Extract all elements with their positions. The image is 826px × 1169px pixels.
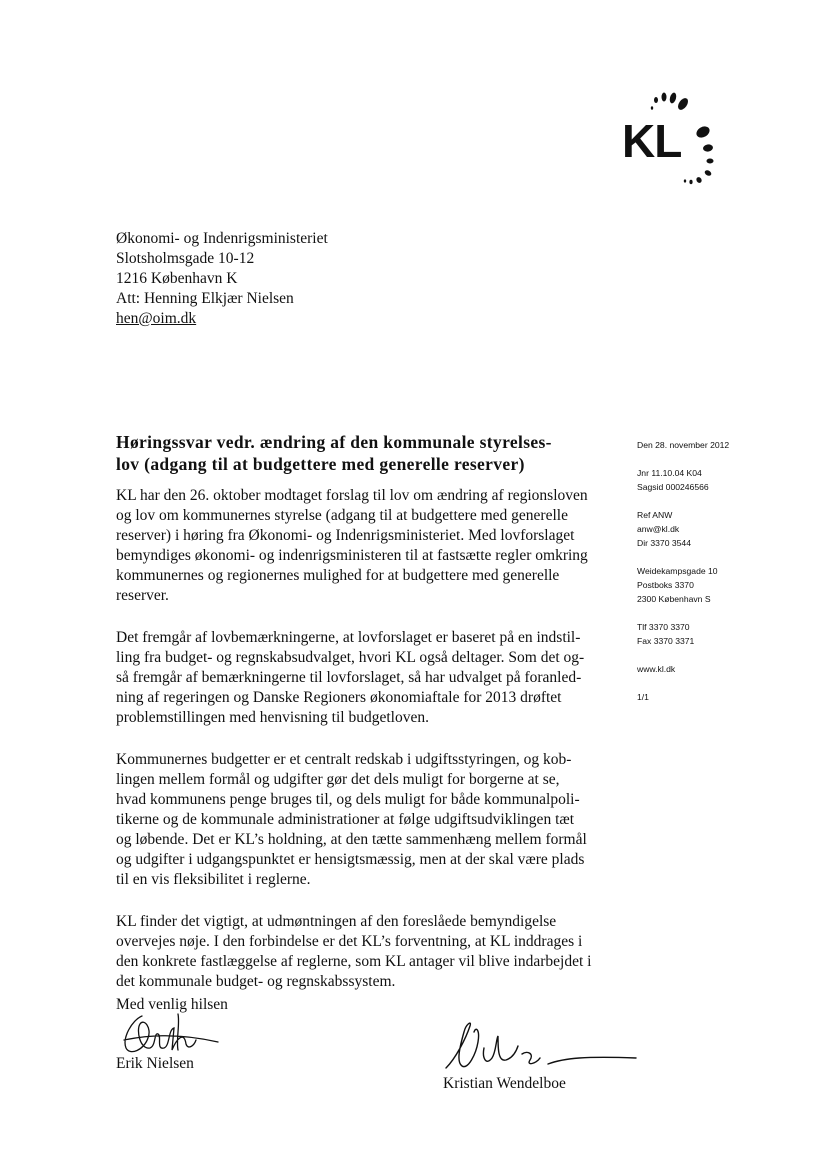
sidebar-direct-phone: Dir 3370 3544: [637, 538, 691, 548]
signatory-2-name: Kristian Wendelboe: [443, 1075, 566, 1092]
headline-line: lov (adgang til at budgettere med generelle reserver): [116, 454, 525, 474]
body-line: Kommunernes budgetter er et centralt redskab i udgiftsstyringen, og kob-: [116, 751, 572, 768]
recipient-line: Slotsholmsgade 10-12: [116, 250, 255, 267]
sidebar-reference: Ref ANW: [637, 510, 673, 520]
body-line: og lov om kommunernes styrelse (adgang til at budgettere med generelle: [116, 507, 568, 524]
sidebar-po-box: Postboks 3370: [637, 580, 694, 590]
recipient-line: 1216 København K: [116, 270, 238, 287]
body-line: problemstillingen med henvisning til budgetloven.: [116, 709, 429, 726]
sidebar-street: Weidekampsgade 10: [637, 566, 718, 576]
paragraph: [116, 750, 616, 890]
paragraph: [116, 486, 616, 606]
paragraph: [116, 912, 616, 992]
sidebar-fax: Fax 3370 3371: [637, 636, 695, 646]
body-line: reserver.: [116, 587, 169, 604]
body-line: bemyndiges økonomi- og indenrigsministeren til at fastsætte regler omkring: [116, 547, 588, 564]
body-line: KL har den 26. oktober modtaget forslag til lov om ændring af regionsloven: [116, 487, 588, 504]
paragraph: [116, 628, 616, 728]
body-line: og udgifter i udgangspunktet er hensigtsmæssig, men at der skal være plads: [116, 851, 585, 868]
sidebar-email-link[interactable]: anw@kl.dk: [637, 524, 680, 534]
body-line: overvejes nøje. I den forbindelse er det KL’s forventning, at KL inddrages i: [116, 933, 583, 950]
body-line: til en vis fleksibilitet i reglerne.: [116, 871, 311, 888]
logo-text: KL: [622, 115, 682, 167]
body-line: Det fremgår af lovbemærkningerne, at lovforslaget er baseret på en indstil-: [116, 629, 581, 646]
closing-greeting: Med venlig hilsen: [116, 996, 228, 1013]
recipient-address: [116, 229, 328, 329]
body-line: ling fra budget- og regnskabsudvalget, hvori KL også deltager. Som det og-: [116, 649, 585, 666]
sidebar-page-count: 1/1: [637, 692, 649, 702]
body-line: KL finder det vigtigt, at udmøntningen af den foreslåede bemyndigelse: [116, 913, 557, 930]
body-line: den konkrete fastlæggelse af reglerne, som KL antager vil blive indarbejdet i: [116, 953, 592, 970]
body-line: kommunernes og regionernes mulighed for at budgettere med generelle: [116, 567, 560, 584]
body-line: ning af regeringen og Danske Regioners økonomiaftale for 2013 drøftet: [116, 689, 562, 706]
sidebar-website-link[interactable]: www.kl.dk: [637, 664, 676, 674]
body-line: hvad kommunens penge bruges til, og dels muligt for både kommunalpoli-: [116, 791, 580, 808]
body-line: lingen mellem formål og udgifter gør det dels muligt for borgerne at se,: [116, 771, 560, 788]
body-line: og løbende. Det er KL’s holdning, at den tætte sammenhæng mellem formål: [116, 831, 587, 848]
recipient-line: Att: Henning Elkjær Nielsen: [116, 290, 294, 307]
recipient-email-link[interactable]: hen@oim.dk: [116, 310, 197, 327]
kl-logo: [618, 90, 728, 190]
signature-erik-nielsen: [114, 1010, 224, 1060]
body-line: så fremgår af bemærkningerne til lovforslaget, så har udvalget på foranled-: [116, 669, 582, 686]
sidebar-journal-number: Jnr 11.10.04 K04: [637, 468, 702, 478]
signatory-1-name: Erik Nielsen: [116, 1055, 194, 1072]
body-line: det kommunale budget- og regnskabssystem.: [116, 973, 396, 990]
headline-line: Høringssvar vedr. ændring af den kommunale styrelses-: [116, 432, 552, 452]
letter-body: [116, 486, 616, 1014]
letter-headline: [116, 431, 606, 475]
sidebar-phone: Tlf 3370 3370: [637, 622, 690, 632]
letter-sidebar: [637, 438, 807, 704]
recipient-line: Økonomi- og Indenrigsministeriet: [116, 230, 328, 247]
sidebar-case-id: Sagsid 000246566: [637, 482, 709, 492]
body-line: reserver) i høring fra Økonomi- og Indenrigsministeriet. Med lovforslaget: [116, 527, 575, 544]
body-line: tikerne og de kommunale administrationer at følge udgiftsudviklingen tæt: [116, 811, 575, 828]
signature-kristian-wendelboe: [436, 1018, 641, 1080]
sidebar-city: 2300 København S: [637, 594, 711, 604]
sidebar-date: Den 28. november 2012: [637, 440, 730, 450]
